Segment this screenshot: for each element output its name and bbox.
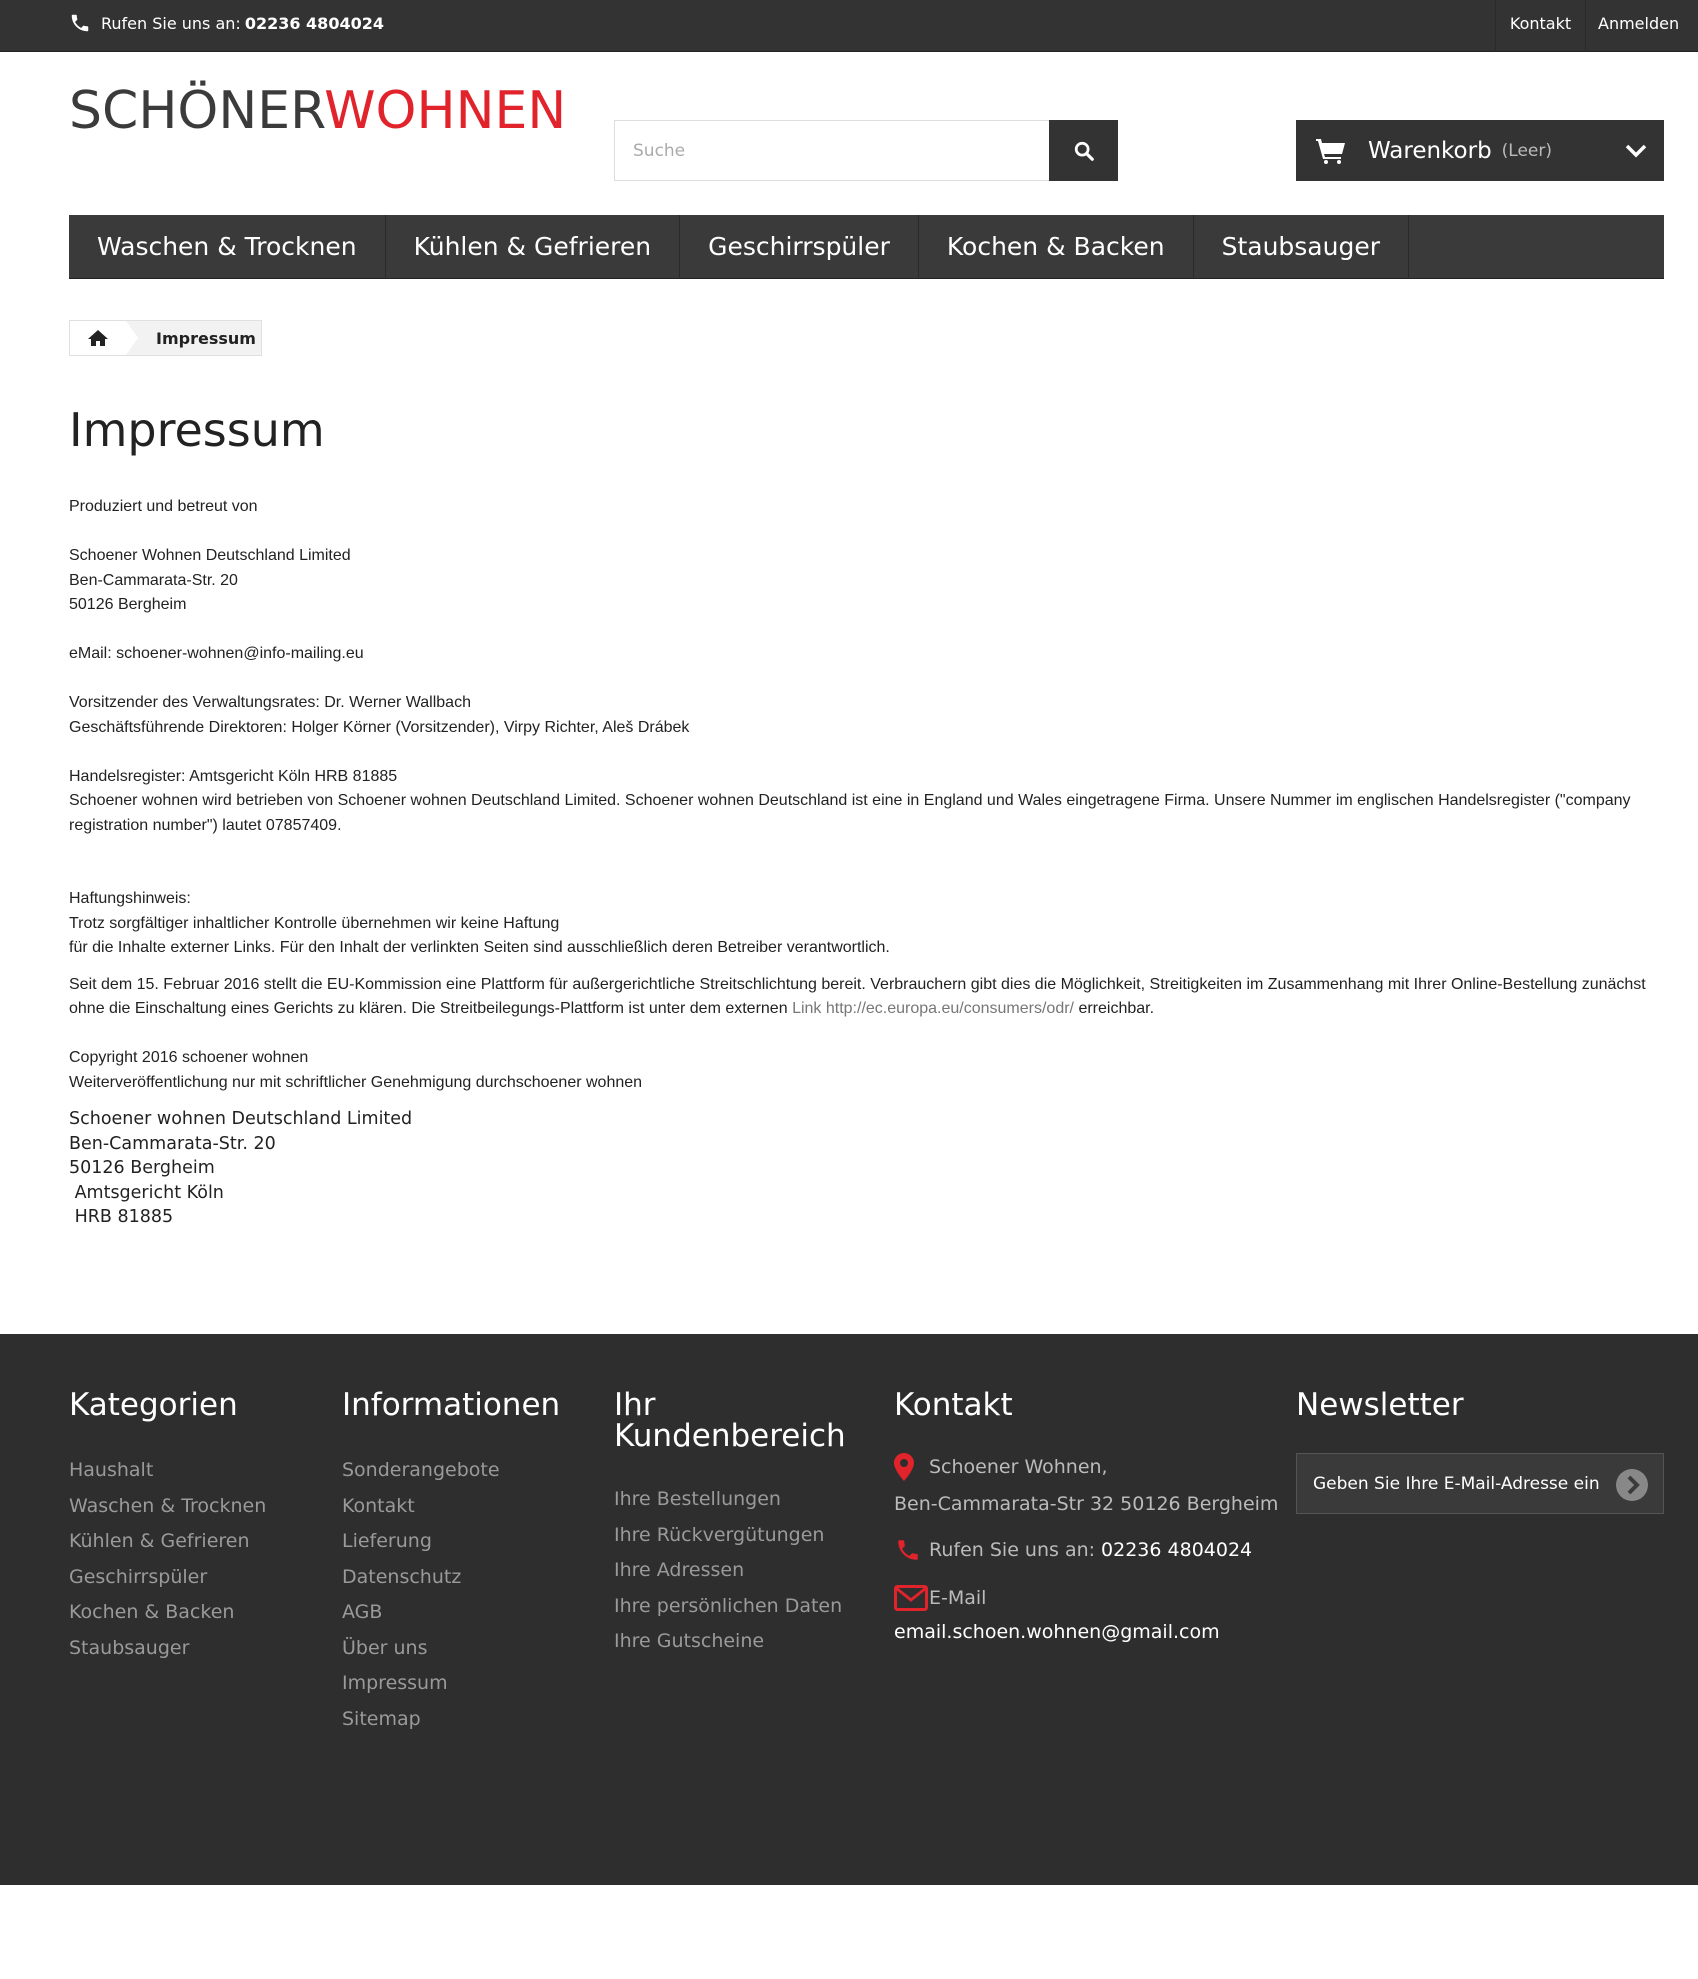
search-input[interactable]: [614, 120, 1049, 181]
footer-heading: Kategorien: [69, 1387, 238, 1423]
newsletter-form: [1296, 1453, 1664, 1514]
kontakt-name-row: [894, 1453, 1284, 1481]
top-bar: [0, 0, 1698, 52]
footer-kategorien: [69, 1387, 309, 1666]
cart-button[interactable]: [1296, 120, 1664, 181]
kontakt-phone[interactable]: 02236 4804024: [1101, 1539, 1253, 1561]
footer-link[interactable]: Kühlen & Gefrieren: [69, 1530, 250, 1552]
breadcrumb-current: Impressum: [156, 328, 256, 348]
footer-heading: Newsletter: [1296, 1387, 1464, 1423]
odr-link[interactable]: Link http://ec.europa.eu/consumers/odr/: [792, 1000, 1074, 1017]
footer-informationen: [342, 1387, 582, 1737]
footer-link[interactable]: Ihre persönlichen Daten: [614, 1594, 843, 1617]
chevron-down-icon: [1624, 141, 1648, 159]
footer-link[interactable]: Ihre Bestellungen: [614, 1488, 781, 1510]
footer-link[interactable]: Ihre Gutscheine: [614, 1630, 765, 1652]
footer-link[interactable]: Kontakt: [342, 1494, 415, 1517]
cart-status: (Leer): [1501, 140, 1553, 161]
address-line: Ben-Cammarata-Str. 20: [69, 1133, 276, 1154]
company-street: Ben-Cammarata-Str. 20: [69, 571, 238, 589]
search-button[interactable]: [1049, 120, 1118, 181]
envelope-icon: [894, 1585, 928, 1611]
republish-line: Weiterveröffentlichung nur mit schriftlicher Genehmigung durchschoener wohnen: [69, 1073, 643, 1091]
address-line: Schoener wohnen Deutschland Limited: [69, 1109, 413, 1129]
footer-link[interactable]: Kochen & Backen: [69, 1601, 235, 1623]
footer-link[interactable]: AGB: [342, 1601, 383, 1623]
nav-item-kochen[interactable]: Kochen & Backen: [919, 215, 1194, 279]
footer-kontakt: [894, 1387, 1284, 1643]
map-marker-icon: [894, 1453, 914, 1481]
address-block: [69, 1107, 1664, 1230]
topbar-links: [1495, 0, 1698, 52]
footer-link[interactable]: Ihre Rückvergütungen: [614, 1523, 825, 1546]
chair-line: Vorsitzender des Verwaltungsrates: Dr. Werner Wallbach: [69, 694, 471, 711]
footer-link[interactable]: Sitemap: [342, 1707, 421, 1730]
kontakt-email-label: E-Mail: [929, 1587, 987, 1609]
main-content: [69, 400, 1664, 460]
footer-link[interactable]: Staubsauger: [69, 1636, 190, 1659]
kontakt-email[interactable]: email.schoen.wohnen@gmail.com: [894, 1621, 1220, 1643]
footer-heading: Ihr Kundenbereich: [614, 1387, 846, 1454]
breadcrumb-home[interactable]: [70, 321, 126, 355]
directors-line: Geschäftsführende Direktoren: Holger Körner (Vorsitzender), Virpy Richter, Aleš Drábek: [69, 718, 690, 736]
page-title: Impressum: [69, 403, 325, 457]
intro-text: Produziert und betreut von: [69, 498, 258, 515]
nav-item-kuehlen[interactable]: Kühlen & Gefrieren: [386, 215, 681, 279]
home-icon: [87, 329, 109, 347]
search-icon: [1073, 140, 1095, 162]
company-city: 50126 Bergheim: [69, 596, 187, 613]
logo[interactable]: [69, 81, 567, 141]
main-nav: [69, 215, 1664, 279]
footer-link[interactable]: Waschen & Trocknen: [69, 1494, 267, 1517]
footer-heading: Kontakt: [894, 1387, 1013, 1423]
nav-item-geschirrspueler[interactable]: Geschirrspüler: [680, 215, 919, 279]
kontakt-address: Ben-Cammarata-Str 32 50126 Bergheim: [894, 1493, 1279, 1515]
address-line: HRB 81885: [69, 1207, 174, 1227]
phone-icon: [894, 1537, 922, 1563]
footer-link[interactable]: Datenschutz: [342, 1565, 462, 1588]
footer-link[interactable]: Lieferung: [342, 1530, 432, 1552]
footer-link[interactable]: Sonderangebote: [342, 1459, 500, 1481]
kontakt-email-row: [894, 1585, 1284, 1611]
logo-part1: SCHÖNER: [69, 81, 325, 141]
kontakt-phone-label: Rufen Sie uns an:: [929, 1539, 1096, 1561]
search-bar: [614, 120, 1118, 181]
footer: [0, 1334, 1698, 1885]
topbar-phone: [69, 11, 384, 35]
impressum-body: [69, 495, 1664, 1230]
footer-heading: Informationen: [342, 1387, 561, 1423]
liability-title: Haftungshinweis:: [69, 890, 191, 907]
logo-part2: WOHNEN: [324, 81, 567, 141]
copyright-line: Copyright 2016 schoener wohnen: [69, 1049, 309, 1066]
odr-paragraph: [69, 973, 1664, 1022]
footer-link[interactable]: Geschirrspüler: [69, 1565, 208, 1588]
register-text: Schoener wohnen wird betrieben von Schoener wohnen Deutschland Limited. Schoener wohnen Deutschland ist eine in England und Wales eingetragene Firma. Unsere Nummer im englischen Handelsregister ("company registration number") lautet 07857409.: [69, 792, 1631, 834]
cart-icon: [1316, 138, 1346, 164]
odr-end: erreichbar.: [1074, 1000, 1155, 1017]
email-line: eMail: schoener-wohnen@info-mailing.eu: [69, 645, 364, 662]
anmelden-link[interactable]: Anmelden: [1585, 0, 1698, 52]
phone-icon: [69, 12, 91, 34]
footer-link[interactable]: Ihre Adressen: [614, 1559, 745, 1581]
address-line: 50126 Bergheim: [69, 1158, 215, 1178]
footer-link[interactable]: Haushalt: [69, 1459, 154, 1481]
footer-link[interactable]: Über uns: [342, 1636, 428, 1659]
liability-line-2: für die Inhalte externer Links. Für den Inhalt der verlinkten Seiten sind ausschließlich deren Betreiber verantwortlich.: [69, 939, 890, 956]
liability-line-1: Trotz sorgfältiger inhaltlicher Kontrolle übernehmen wir keine Haftung: [69, 914, 560, 932]
address-line: Amtsgericht Köln: [69, 1182, 224, 1203]
kontakt-name: Schoener Wohnen,: [929, 1456, 1108, 1478]
breadcrumb: [69, 320, 262, 356]
arrow-right-circle-icon[interactable]: [1615, 1468, 1649, 1502]
nav-item-staubsauger[interactable]: Staubsauger: [1194, 215, 1409, 279]
phone-number[interactable]: 02236 4804024: [244, 13, 384, 33]
cart-label: Warenkorb: [1368, 137, 1492, 164]
kontakt-phone-row: [894, 1537, 1284, 1563]
company-name: Schoener Wohnen Deutschland Limited: [69, 547, 351, 564]
footer-kundenbereich: [614, 1387, 854, 1660]
footer-newsletter: [1296, 1387, 1664, 1514]
nav-item-waschen[interactable]: Waschen & Trocknen: [69, 215, 386, 279]
phone-label: Rufen Sie uns an:: [101, 13, 241, 33]
footer-link[interactable]: Impressum: [342, 1672, 448, 1694]
newsletter-email-input[interactable]: [1313, 1474, 1613, 1494]
kontakt-link[interactable]: Kontakt: [1495, 0, 1585, 52]
odr-text: Seit dem 15. Februar 2016 stellt die EU-Kommission eine Plattform für außergerichtliche Streitschlichtung bereit. Verbrauchern gibt dies die Möglichkeit, Streitigkeiten im Zusammenhang mit Ihrer Online-Bestellung zunächst ohne die Einschaltung eines Gerichts zu klären. Die Streitbeilegungs-Plattform ist unter dem externen: [69, 975, 1646, 1017]
register-line: Handelsregister: Amtsgericht Köln HRB 81885: [69, 767, 398, 785]
